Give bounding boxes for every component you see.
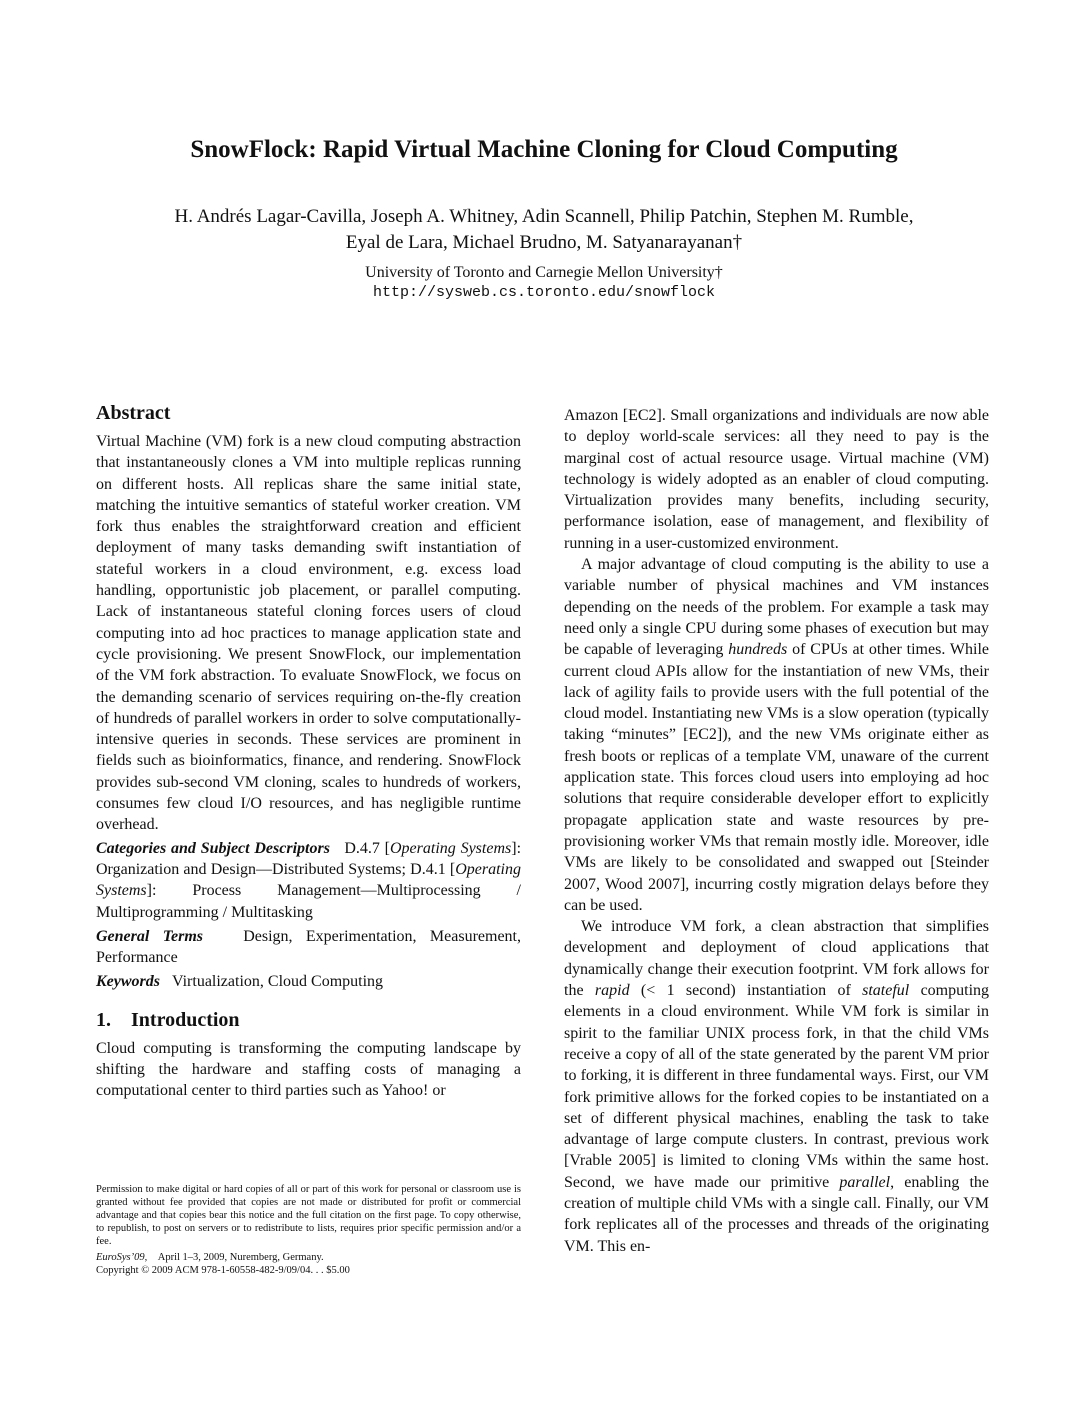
para3-text-d: , enabling the creation of multiple child VMs with a single call. Finally, our VM fork replicates all of the processes and threads of the originating VM. This en- xyxy=(564,1173,990,1255)
conference-info xyxy=(96,1251,521,1264)
left-column xyxy=(96,400,521,1102)
categories-text-2: Operating Systems xyxy=(390,839,512,857)
para3-emphasis-rapid: rapid xyxy=(594,982,630,1000)
copyright-line: Copyright © 2009 ACM 978-1-60558-482-9/09/04. . . $5.00 xyxy=(96,1265,350,1276)
intro-paragraph-1-start: Cloud computing is transforming the computing landscape by shifting the hardware and staffing costs of managing a computational center to third parties such as Yahoo! or xyxy=(96,1039,521,1100)
general-terms-label: General Terms xyxy=(96,927,204,945)
intro-paragraph-3 xyxy=(564,916,989,1257)
permission-notice: Permission to make digital or hard copies of all or part of this work for personal or classroom use is granted without fee provided that copies are not made or distributed for profit or commercial advantage and that copies bear this notice and the full citation on the first page. To copy otherwise, to republish, to post on servers or to redistribute to lists, requires prior specific permission and/or a fee. xyxy=(96,1184,521,1247)
keywords xyxy=(96,971,521,992)
para3-emphasis-parallel: parallel xyxy=(839,1173,891,1191)
keywords-label: Keywords xyxy=(96,973,160,991)
categories-text-1: D.4.7 [ xyxy=(344,839,390,857)
intro-paragraph-2 xyxy=(564,554,989,916)
introduction-heading: 1. Introduction xyxy=(96,1008,240,1031)
conference-name: EuroSys’09, xyxy=(96,1252,148,1263)
authors-line-1: H. Andrés Lagar-Cavilla, Joseph A. Whitney, Adin Scannell, Philip Patchin, Stephen M. Rumble, xyxy=(174,206,914,227)
para2-text-b: of CPUs at other times. While current cloud APIs allow for the instantiation of new VMs, their lack of agility fails to provide users with the full potential of the cloud model. Instantiating new VMs is a slow operation (typically taking “minutes” [EC2]), and the new VMs originate either as fresh boots or replicas of a template VM, unaware of the current application state. This forces cloud users into employing ad hoc solutions that require considerable developer effort to explicitly propagate application state and waste resources by pre-provisioning worker VMs that remain mostly idle. Moreover, idle VMs are likely to be consolidated and swapped out [Steinder 2007, Wood 2007], incurring costly migration delays before they can be used. xyxy=(564,641,989,914)
keywords-text: Virtualization, Cloud Computing xyxy=(172,973,384,991)
categories-descriptors xyxy=(96,838,521,923)
general-terms xyxy=(96,926,521,969)
paper-title: SnowFlock: Rapid Virtual Machine Cloning for Cloud Computing xyxy=(190,136,898,163)
intro-paragraph-1-end: Amazon [EC2]. Small organizations and individuals are now able to deploy world-scale services: all they need to pay is the marginal cost of actual resource usage. Virtual machine (VM) technology is widely adopted as an enabler of cloud computing. Virtualization provides many benefits, including security, performance isolation, ease of management, and flexibility of running in a user-customized environment. xyxy=(564,407,989,552)
categories-text-5: ]: Process Management—Multiprocessing / Multiprogramming / Multitasking xyxy=(96,882,521,921)
authors-line-2: Eyal de Lara, Michael Brudno, M. Satyanarayanan† xyxy=(345,232,743,253)
affiliation: University of Toronto and Carnegie Mellon University† xyxy=(365,264,723,281)
para3-text-c: computing elements in a cloud environment. While VM fork is similar in spirit to the familiar UNIX process fork, in that the child VMs receive a copy of all of the state generated by the parent VM prior to forking, it is different in three fundamental ways. First, our VM fork primitive allows for the forked copies to be instantiated on a set of different physical machines, enabling the task to take advantage of large compute clusters. In contrast, previous work [Vrable 2005] is limited to cloning VMs within the same host. Second, we have made our primitive xyxy=(564,982,990,1191)
para2-emphasis: hundreds xyxy=(728,641,788,659)
conference-details: April 1–3, 2009, Nuremberg, Germany. xyxy=(157,1252,324,1263)
para3-text-b: (< 1 second) instantiation of xyxy=(629,982,863,1000)
abstract-heading: Abstract xyxy=(96,402,171,424)
project-url: http://sysweb.cs.toronto.edu/snowflock xyxy=(372,284,716,301)
copyright-footnote xyxy=(96,1183,521,1277)
abstract-text: Virtual Machine (VM) fork is a new cloud computing abstraction that instantaneously clones a VM into multiple replicas running on different hosts. All replicas share the same initial state, matching the intuitive semantics of stateful worker creation. VM fork thus enables the straightforward creation and efficient deployment of many tasks demanding swift instantiation of stateful workers in a cloud environment, e.g. excess load handling, opportunistic job placement, or parallel computing. Lack of instantaneous stateful cloning forces users of cloud computing into ad hoc practices to manage application state and cycle provisioning. We present SnowFlock, our implementation of the VM fork abstraction. To evaluate SnowFlock, we focus on the demanding scenario of services requiring on-the-fly creation of hundreds of parallel workers in order to solve computationally-intensive queries in seconds. These services are prominent in fields such as bioinformatics, finance, and rendering. SnowFlock provides sub-second VM cloning, scales to hundreds of workers, consumes few cloud I/O resources, and has negligible runtime overhead. xyxy=(96,433,521,834)
general-terms-text: Design, Experimentation, Measurement, Performance xyxy=(96,927,521,967)
categories-text-4: Operating Systems xyxy=(96,860,521,900)
para3-emphasis-stateful: stateful xyxy=(862,982,910,1000)
para3-text-a: We introduce VM fork, a clean abstraction that simplifies development and deployment of cloud applications that dynamically change their execution footprint. VM fork allows for the xyxy=(564,918,989,1000)
categories-text-3: ]: Organization and Design—Distributed Systems; D.4.1 [ xyxy=(96,839,522,878)
author-list xyxy=(60,204,1028,256)
right-column xyxy=(564,405,989,1257)
para2-text-a: A major advantage of cloud computing is the ability to use a variable number of physical machines and VM instances depending on the needs of the problem. For example a task may need only a single CPU during some phases of execution but may be capable of leveraging xyxy=(564,556,989,659)
categories-label: Categories and Subject Descriptors xyxy=(96,839,330,857)
